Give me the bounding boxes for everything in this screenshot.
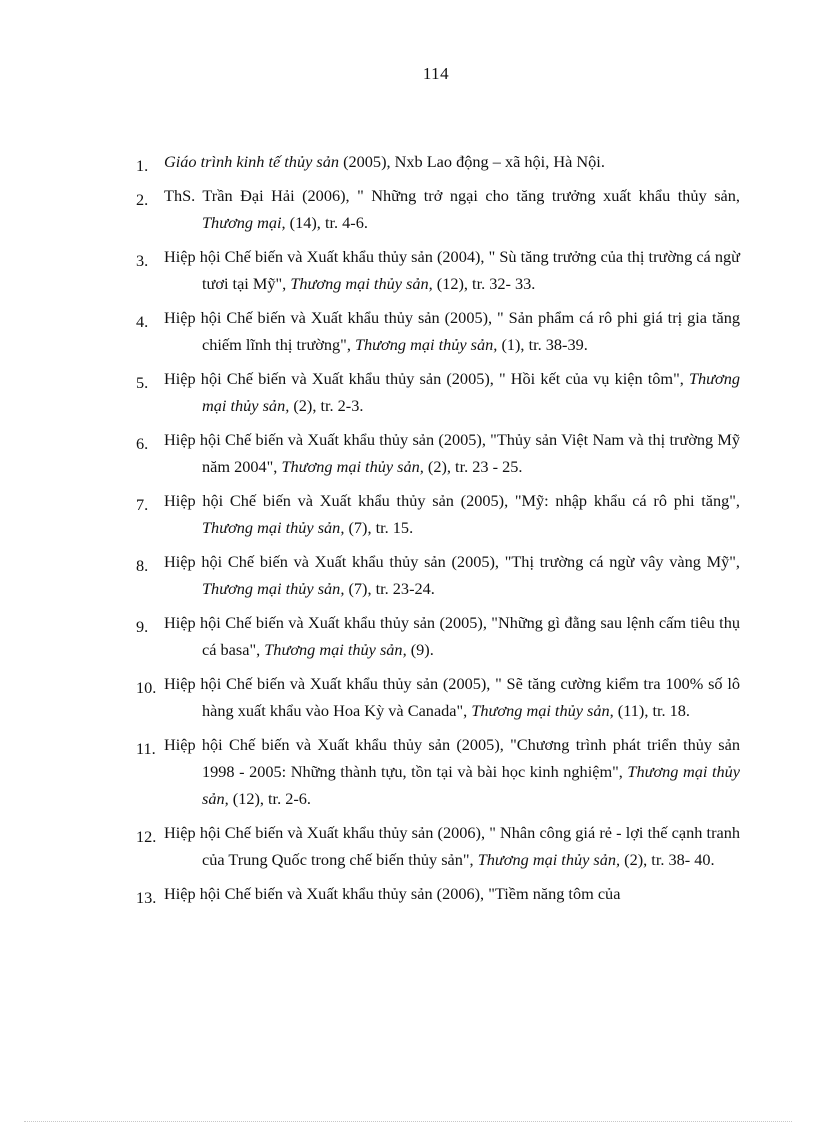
reference-number: 1. xyxy=(136,156,149,175)
reference-details: (7), tr. 23-24. xyxy=(344,579,435,598)
reference-author-text: Hiệp hội Chế biến và Xuất khẩu thủy sản (2005), "Thủy sản Việt Nam và thị trường Mỹ năm 2004", xyxy=(164,430,740,476)
reference-item xyxy=(132,243,740,297)
reference-item xyxy=(132,548,740,602)
page-bottom-divider xyxy=(24,1121,792,1122)
reference-source-title: Thương mại, xyxy=(202,213,286,232)
reference-item xyxy=(132,609,740,663)
reference-source-title: Thương mại thủy sản, xyxy=(290,274,433,293)
reference-details: (12), tr. 2-6. xyxy=(228,789,311,808)
reference-source-title: Thương mại thủy sản, xyxy=(471,701,614,720)
reference-source-title: Thương mại thủy sản, xyxy=(264,640,407,659)
reference-number: 10. xyxy=(136,678,157,697)
page-number: 114 xyxy=(422,64,450,83)
reference-author-text: Hiệp hội Chế biến và Xuất khẩu thủy sản (2005), " Sẽ tăng cường kiểm tra 100% số lô hàng xuất khẩu vào Hoa Kỳ và Canada", xyxy=(164,674,740,720)
reference-number: 7. xyxy=(136,495,149,514)
reference-number: 9. xyxy=(136,617,149,636)
reference-details: (2), tr. 2-3. xyxy=(289,396,364,415)
reference-details: (1), tr. 38-39. xyxy=(497,335,588,354)
reference-author-text: Hiệp hội Chế biến và Xuất khẩu thủy sản (2005), "Chương trình phát triển thủy sản 1998 - 2005: Những thành tựu, tồn tại và bài học kinh nghiệm", xyxy=(164,735,740,781)
reference-author-text: Hiệp hội Chế biến và Xuất khẩu thủy sản (2005), "Thị trường cá ngừ vây vàng Mỹ", xyxy=(164,552,740,571)
reference-item xyxy=(132,880,740,907)
reference-number: 3. xyxy=(136,251,149,270)
reference-number: 6. xyxy=(136,434,149,453)
reference-item xyxy=(132,365,740,419)
reference-source-title: Thương mại thủy sản, xyxy=(477,850,621,869)
reference-details: (2005), Nxb Lao động – xã hội, Hà Nội. xyxy=(339,152,605,171)
reference-author-text: ThS. Trần Đại Hải (2006), " Những trở ngại cho tăng trưởng xuất khẩu thủy sản, xyxy=(164,186,740,205)
reference-number: 5. xyxy=(136,373,149,392)
reference-item xyxy=(132,304,740,358)
reference-author-text: Hiệp hội Chế biến và Xuất khẩu thủy sản (2005), "Mỹ: nhập khẩu cá rô phi tăng", xyxy=(164,491,740,510)
reference-source-title: Thương mại thủy sản, xyxy=(281,457,424,476)
reference-number: 13. xyxy=(136,888,157,907)
reference-source-title: Giáo trình kinh tế thủy sản xyxy=(164,152,340,171)
reference-details: (2), tr. 23 - 25. xyxy=(423,457,523,476)
reference-item xyxy=(132,670,740,724)
reference-author-text: Hiệp hội Chế biến và Xuất khẩu thủy sản (2004), " Sù tăng trưởng của thị trường cá ngừ tươi tại Mỹ", xyxy=(164,247,740,293)
reference-author-text: Hiệp hội Chế biến và Xuất khẩu thủy sản (2005), "Những gì đằng sau lệnh cấm tiêu thụ cá basa", xyxy=(164,613,740,659)
reference-author-text: Hiệp hội Chế biến và Xuất khẩu thủy sản (2005), " Sản phẩm cá rô phi giá trị gia tăng chiếm lĩnh thị trường", xyxy=(164,308,740,354)
reference-number: 2. xyxy=(136,190,149,209)
reference-item xyxy=(132,182,740,236)
reference-number: 8. xyxy=(136,556,149,575)
reference-details: (7), tr. 15. xyxy=(344,518,414,537)
reference-details: (11), tr. 18. xyxy=(613,701,691,720)
reference-item xyxy=(132,487,740,541)
reference-details: (12), tr. 32- 33. xyxy=(432,274,536,293)
reference-item xyxy=(132,731,740,812)
reference-source-title: Thương mại thủy sản, xyxy=(202,762,741,808)
reference-number: 4. xyxy=(136,312,149,331)
reference-number: 11. xyxy=(136,739,156,758)
reference-author-text: Hiệp hội Chế biến và Xuất khẩu thủy sản (2005), " Hồi kết của vụ kiện tôm", xyxy=(164,369,689,388)
reference-number: 12. xyxy=(136,827,157,846)
reference-author-text: Hiệp hội Chế biến và Xuất khẩu thủy sản (2006), "Tiềm năng tôm của xyxy=(164,884,621,903)
reference-item xyxy=(132,426,740,480)
reference-source-title: Thương mại thủy sản, xyxy=(202,518,345,537)
reference-source-title: Thương mại thủy sản, xyxy=(202,579,345,598)
reference-details: (9). xyxy=(406,640,434,659)
reference-author-text: Hiệp hội Chế biến và Xuất khẩu thủy sản (2006), " Nhân công giá rẻ - lợi thế cạnh tranh của Trung Quốc trong chế biến thủy sản", xyxy=(164,823,740,869)
reference-source-title: Thương mại thủy sản, xyxy=(202,369,740,415)
reference-details: (14), tr. 4-6. xyxy=(285,213,368,232)
reference-item xyxy=(132,819,740,873)
reference-list xyxy=(132,148,740,914)
reference-item xyxy=(132,148,740,175)
reference-source-title: Thương mại thủy sản, xyxy=(354,335,498,354)
reference-details: (2), tr. 38- 40. xyxy=(620,850,715,869)
